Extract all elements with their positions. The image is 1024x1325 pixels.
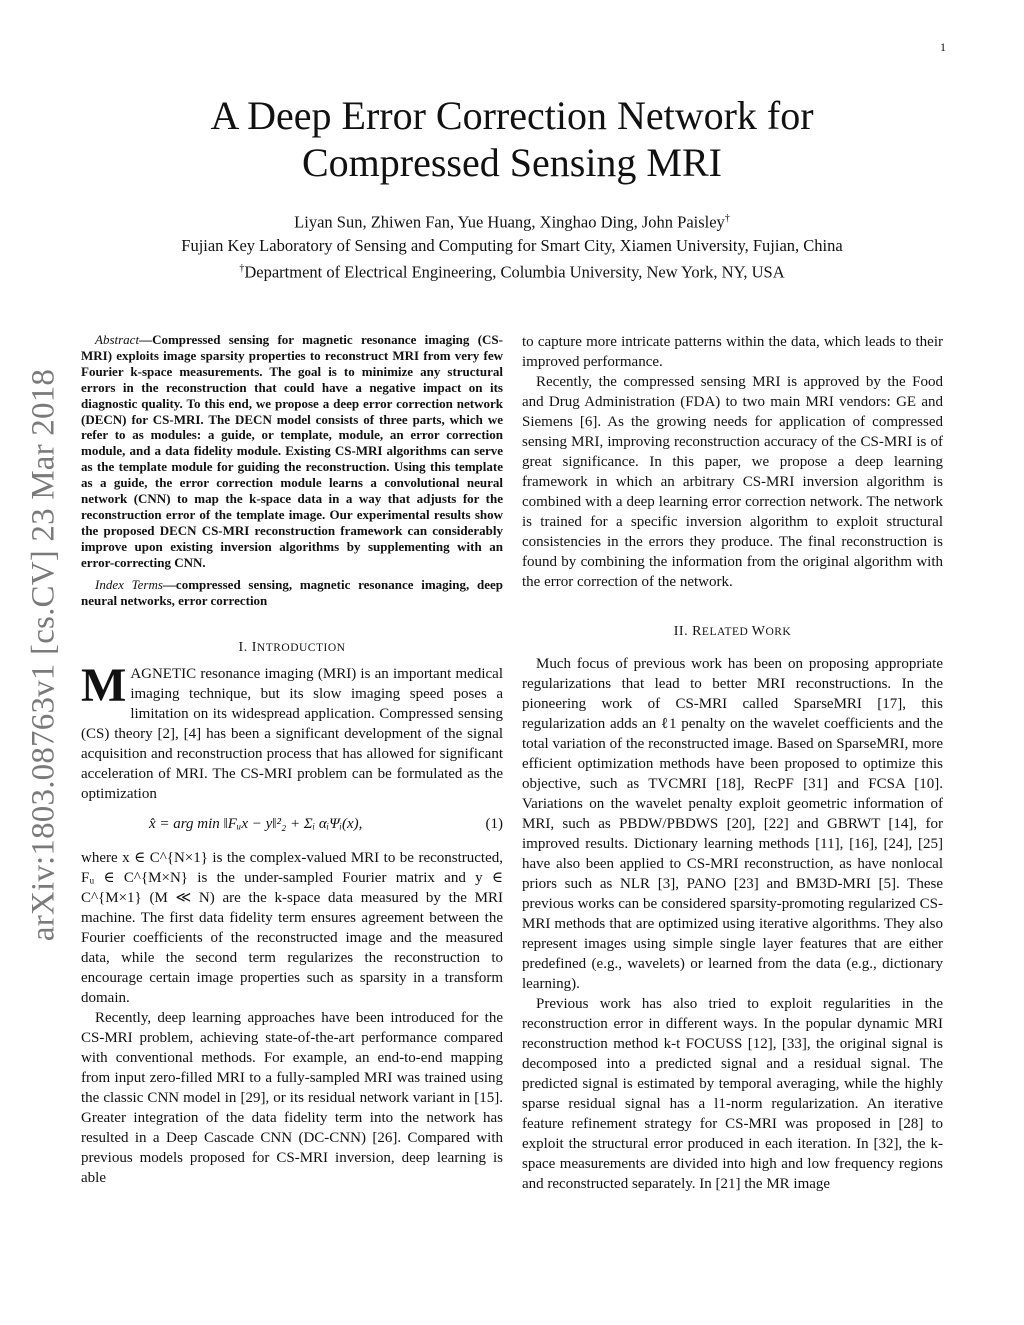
intro-paragraph-2: where x ∈ C^{N×1} is the complex-valued MRI to be reconstructed, Fᵤ ∈ C^{M×N} is the under-sampled Fourier matrix and y ∈ C^{M×1} (M ≪ N) are the k-space data measured by the MRI machine. The first data fidelity term ensures agreement between the Fourier coefficients of the reconstructed image and the measured data, while the second term regularizes the reconstruction to encourage certain image properties such as sparsity in a transform domain. [81,850,503,1007]
abstract-text: —Compressed sensing for magnetic resonance imaging (CS-MRI) exploits image sparsity properties to reconstruct MRI from very few Fourier k-space measurements. The goal is to minimize any structural errors in the reconstruction that could have a negative impact on its diagnostic quality. To this end, we propose a deep error correction network (DECN) for CS-MRI. The DECN model consists of three parts, which we refer to as modules: a guide, or template, module, an error correction module, and a data fidelity module. Existing CS-MRI algorithms can serve as the template module for guiding the reconstruction. Using this template as a guide, the error correction module learns a convolutional neural network (CNN) to map the k-space data in a way that adjusts for the reconstruction error of the template image. Our experimental results show the proposed DECN CS-MRI reconstruction framework can considerably improve upon existing inversion algorithms by supplementing with an error-correcting CNN. [81,332,503,570]
arxiv-id: arXiv:1803.08763v1 [cs.CV] 23 Mar 2018 [25,368,62,942]
abstract-label: Abstract [95,332,140,347]
author-list: Liyan Sun, Zhiwen Fan, Yue Huang, Xinghao Ding, John Paisley [294,212,725,232]
intro-paragraph-3: Recently, deep learning approaches have been introduced for the CS-MRI problem, achieving state-of-the-art performance compared with conventional methods. For example, an end-to-end mapping from input zero-filled MRI to a fully-sampled MRI was trained using the classic CNN model in [29], or its residual network variant in [15]. Greater integration of the data fidelity term into the network has resulted in a Deep Cascade CNN (DC-CNN) [26]. Compared with previous models proposed for CS-MRI inversion, deep learning is able [81,1010,503,1187]
page-number: 1 [940,40,946,54]
affiliation-mark: † [239,262,245,274]
index-terms-text: —compressed sensing, magnetic resonance imaging, deep neural networks, error correction [81,576,503,608]
affiliation-2: Department of Electrical Engineering, Columbia University, New York, NY, USA [244,262,785,281]
index-terms [81,577,503,609]
left-column [81,332,503,1188]
equation-body: x̂ = arg min ‖Fᵤx − y‖²₂ + Σᵢ αᵢΨᵢ(x), [149,816,363,833]
title-line-1: A Deep Error Correction Network for [210,93,814,138]
related-paragraph-2: Previous work has also tried to exploit regularities in the reconstruction error in different ways. In the popular dynamic MRI reconstruction method k-t FOCUSS [12], [33], the original signal is decomposed into a predicted signal and a residual signal. The predicted signal is estimated by temporal averaging, while the highly sparse residual signal has a l1-norm regularization. An iterative feature refinement strategy for CS-MRI was proposed in [28] to exploit the structural error produced in each iteration. In [32], the k-space measurements are divided into high and low frequency regions and reconstructed separately. In [21] the MR image [522,996,943,1192]
abstract [81,332,503,571]
author-block [60,207,964,283]
index-terms-label: Index Terms [95,576,163,592]
affiliation-1: Fujian Key Laboratory of Sensing and Computing for Smart City, Xiamen University, Fujian, China [181,235,843,255]
drop-cap: M [81,659,127,713]
related-paragraph-1: Much focus of previous work has been on proposing appropriate regularizations that lead to better MRI reconstructions. In the pioneering work of CS-MRI called SparseMRI [17], this regularization adds an ℓ1 penalty on the wavelet coefficients and the total variation of the reconstructed image. Based on SparseMRI, more efficient optimization methods have been proposed to optimize this objective, such as TVCMRI [18], RecPF [31] and FCSA [10]. Variations on the wavelet penalty exploit geometric information of MRI, such as PBDW/PBDWS [20], [22] and GBRWT [14], for improved results. Dictionary learning methods [11], [16], [24], [25] have also been applied to CS-MRI reconstruction, as have nonlocal priors such as NLR [3], PANO [23] and BM3D-MRI [5]. These previous works can be considered sparsity-promoting regularized CS-MRI methods that are optimized using iterative algorithms. They also represent images using simple single layer features that are either predefined (e.g., wavelets) or learned from the data (e.g., dictionary learning). [522,656,943,992]
equation-1 [81,810,503,844]
right-paragraph-1: to capture more intricate patterns within the data, which leads to their improved performance. [522,334,943,370]
intro-paragraph-1: MAGNETIC resonance imaging (MRI) is an important medical imaging technique, but its slow imaging speed poses a limitation on its widespread application. Compressed sensing (CS) theory [2], [4] has been a significant development of the signal acquisition and reconstruction process that has allowed for significant acceleration of MRI. The CS-MRI problem can be formulated as the optimization [81,659,503,803]
equation-number: (1) [485,816,503,833]
title-line-2: Compressed Sensing MRI [302,140,722,185]
author-mark: † [724,213,730,224]
right-column [522,332,943,1194]
right-paragraph-2: Recently, the compressed sensing MRI is approved by the Food and Drug Administration (FDA) to two main MRI vendors: GE and Siemens [6]. As the growing needs for application of compressed sensing MRI, improving reconstruction accuracy of the CS-MRI is of great significance. In this paper, we propose a deep learning framework in which an arbitrary CS-MRI inversion algorithm is combined with a deep learning error correction network. The network is trained for a specific inversion algorithm to exploit structural consistencies in the errors they produce. The final reconstruction is found by combining the information from the original algorithm with the error correction of the network. [522,374,943,590]
section-heading-related-work: II. RELATED WORK [673,624,792,639]
arxiv-sidebar [14,350,74,960]
paper-title [100,92,924,186]
section-heading-introduction: I. INTRODUCTION [238,640,346,656]
